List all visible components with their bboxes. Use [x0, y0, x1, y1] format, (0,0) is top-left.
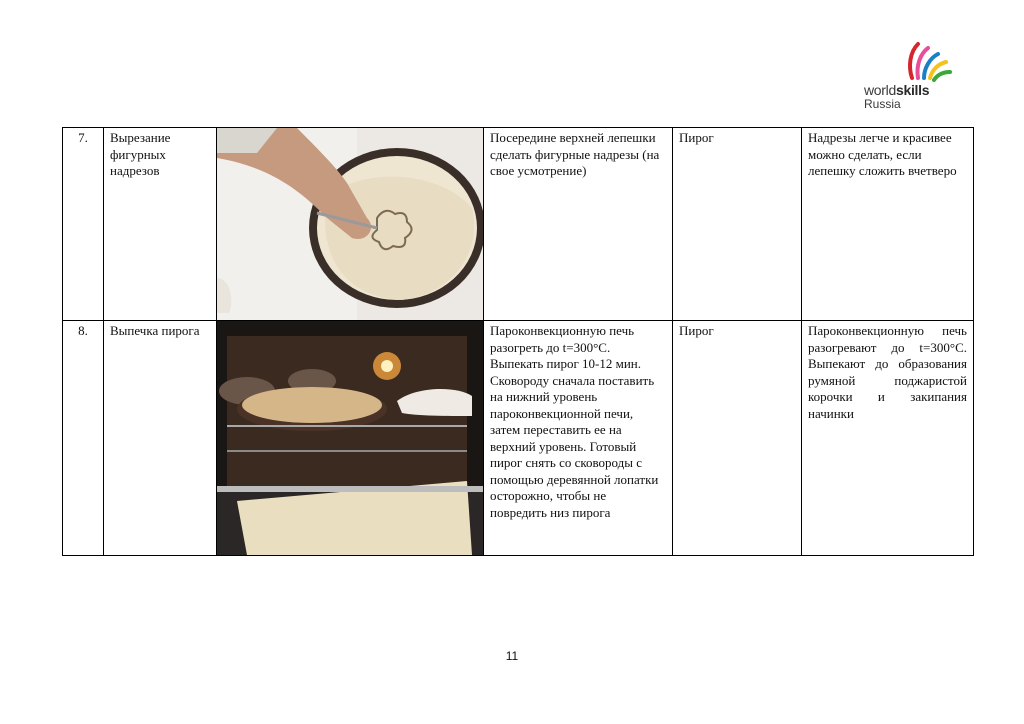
step-instructions: Посередине верхней лепешки сделать фигурные надрезы (на свое усмотрение) — [484, 128, 673, 321]
page-number: 11 — [505, 649, 519, 663]
step-product: Пирог — [673, 128, 802, 321]
logo-wordmark: worldskills — [864, 82, 930, 98]
photo-cutting-dough-icon — [217, 128, 483, 320]
step-product: Пирог — [673, 321, 802, 556]
step-number: 7. — [63, 128, 104, 321]
step-name: Выпечка пирога — [104, 321, 217, 556]
step-notes: Пароконвекционную печь разогревают до t=300°С. Выпекают до образования румяной поджаристой корочки и закипания начинки — [802, 321, 974, 556]
logo-region: Russia — [864, 97, 901, 111]
step-instructions: Пароконвекционную печь разогреть до t=300°С. Выпекать пирог 10-12 мин. Сковороду сначала поставить на нижний уровень пароконвекционной печи, затем переставить ее на верхний уровень. Готовый пирог снять со сковороды с помощью деревянной лопатки осторожно, чтобы не повредить низ пирога — [484, 321, 673, 556]
worldskills-flame-icon — [902, 40, 952, 82]
step-number: 8. — [63, 321, 104, 556]
step-photo — [217, 128, 484, 321]
table-row — [63, 128, 974, 321]
photo-oven-baking-icon — [217, 321, 483, 555]
recipe-steps-table — [62, 127, 974, 556]
step-name: Вырезание фигурных надрезов — [104, 128, 217, 321]
step-notes: Надрезы легче и красивее можно сделать, если лепешку сложить вчетверо — [802, 128, 974, 321]
worldskills-logo — [862, 40, 952, 112]
table-row — [63, 321, 974, 556]
step-photo — [217, 321, 484, 556]
